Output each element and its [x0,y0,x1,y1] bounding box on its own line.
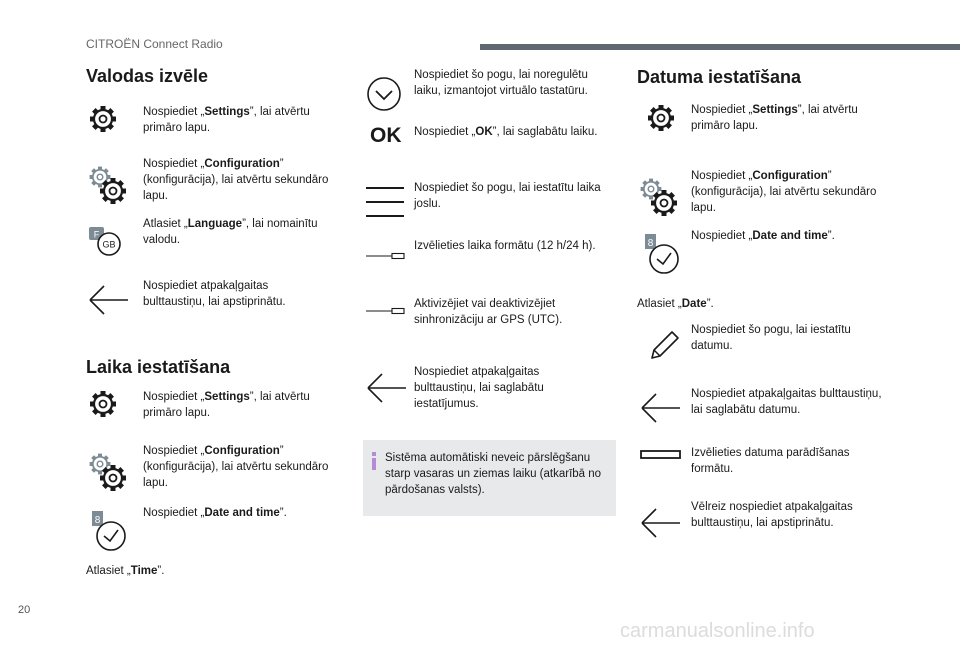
step-open-settings [691,102,881,134]
text: Nospiediet „ [143,391,205,403]
toggle-line-icon [366,305,406,317]
text: ” (konfigurācija), lai atvērtu sekundāro lapu. [143,445,329,489]
text: ”, lai nomainītu valodu. [143,218,318,246]
ok-label: OK [475,126,493,138]
section-title-language: Valodas izvēle [86,66,209,86]
step-select-time [86,563,164,579]
step-select-date [637,296,714,312]
configuration-label: Configuration [752,170,828,182]
date-and-time-label: Date and time [752,230,828,242]
back-arrow-icon [640,392,682,424]
gear-icon [646,103,676,133]
text: Atlasiet „ [143,218,188,230]
info-icon [370,452,378,470]
language-flag-icon [86,224,126,258]
configuration-label: Configuration [204,158,280,170]
text: ”. [827,230,835,242]
info-box [363,440,616,516]
step-date-format: Izvēlieties datuma parādīšanas formātu. [691,447,850,475]
text: Atlasiet „ [637,298,682,310]
clock-badge: 8 [647,238,654,249]
page-number: 20 [18,604,31,616]
text: Nospiediet „ [691,170,753,182]
configuration-label: Configuration [204,445,280,457]
text: Nospiediet „ [143,445,205,457]
section-title-date: Datuma iestatīšana [637,67,802,87]
step-open-configuration [143,443,343,491]
text: Atlasiet „ [86,565,131,577]
section-title-time: Laika iestatīšana [86,357,231,377]
double-gear-icon [86,450,130,494]
text: ”, lai atvērtu primāro lapu. [143,391,310,419]
back-arrow-icon [366,372,408,404]
text: ” (konfigurācija), lai atvērtu sekundāro lapu. [143,158,329,202]
menu-icon [366,185,406,219]
double-gear-icon [86,163,130,207]
text: Nospiediet „ [414,126,476,138]
flag-bottom-label: GB [102,239,116,250]
gear-icon [88,104,118,134]
settings-label: Settings [752,104,798,116]
text: ”. [157,565,165,577]
text: ”. [279,507,287,519]
step-open-settings [143,389,333,421]
text: Nospiediet „ [691,104,753,116]
step-set-date: Nospiediet šo pogu, lai iestatītu datumu. [691,324,851,352]
step-date-and-time [143,505,333,521]
step-open-configuration [691,168,891,216]
date-and-time-label: Date and time [204,507,280,519]
clock-icon [90,509,130,553]
back-arrow-icon [88,284,130,316]
step-save-settings: Nospiediet atpakaļgaitas bulttaustiņu, lai saglabātu iestatījumus. [414,366,544,410]
step-save-time [414,124,614,140]
back-arrow-icon [640,507,682,539]
ok-button-icon: OK [370,124,402,147]
time-label: Time [130,565,158,577]
header-title: CITROËN Connect Radio [86,37,223,51]
header-bar [480,44,960,50]
step-time-format: Izvēlieties laika formātu (12 h/24 h). [414,240,596,252]
text: Nospiediet „ [143,507,205,519]
step-set-timezone: Nospiediet šo pogu, lai iestatītu laika joslu. [414,182,601,210]
step-gps-sync: Aktivizējiet vai deaktivizējiet sinhronizāciju ar GPS (UTC). [414,298,563,326]
step-confirm-language: Nospiediet atpakaļgaitas bulttaustiņu, lai apstiprinātu. [143,280,286,308]
step-select-language [143,216,333,248]
format-bar-icon [640,449,682,461]
toggle-line-icon [366,250,406,262]
settings-label: Settings [204,391,250,403]
clock-badge: 8 [94,515,101,526]
step-date-and-time [691,228,881,244]
clock-icon [643,232,683,276]
pencil-icon [646,328,682,364]
step-save-date: Nospiediet atpakaļgaitas bulttaustiņu, lai saglabātu datumu. [691,388,882,416]
text: ”, lai atvērtu primāro lapu. [691,104,858,132]
step-open-configuration [143,156,343,204]
step-confirm-date: Vēlreiz nospiediet atpakaļgaitas bulttaustiņu, lai apstiprinātu. [691,501,853,529]
text: Nospiediet „ [143,158,205,170]
text: ”, lai atvērtu primāro lapu. [143,106,310,134]
text: Nospiediet „ [691,230,753,242]
text: ”. [706,298,714,310]
double-gear-icon [637,175,681,219]
checkmark-circle-icon [366,76,402,112]
step-adjust-time: Nospiediet šo pogu, lai noregulētu laiku, izmantojot virtuālo tastatūru. [414,69,588,97]
language-label: Language [187,218,243,230]
step-open-settings [143,104,333,136]
watermark: carmanualsonline.info [620,620,815,642]
info-text: Sistēma automātiski neveic pārslēgšanu starp vasaras un ziemas laiku (atkarībā no pārdošanas valsts). [385,452,602,496]
settings-label: Settings [204,106,250,118]
date-label: Date [681,298,707,310]
text: ” (konfigurācija), lai atvērtu sekundāro lapu. [691,170,877,214]
text: Nospiediet „ [143,106,205,118]
flag-top-label: F [93,229,100,240]
text: ”, lai saglabātu laiku. [492,126,598,138]
gear-icon [88,389,118,419]
